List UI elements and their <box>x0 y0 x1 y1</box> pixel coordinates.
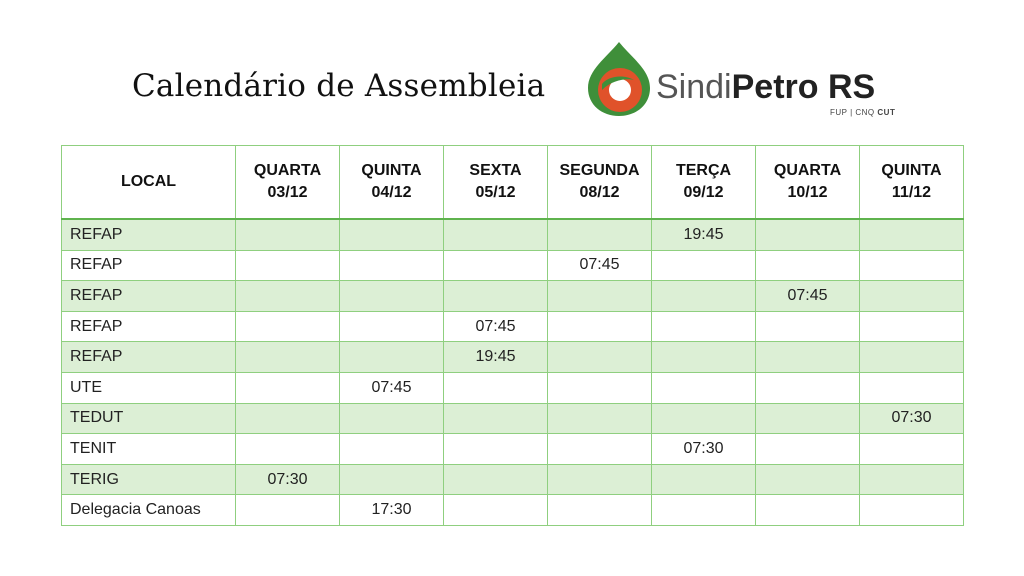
time-cell <box>652 250 756 281</box>
time-cell <box>548 434 652 465</box>
time-cell <box>340 311 444 342</box>
column-header-day: QUINTA 11/12 <box>860 146 964 220</box>
time-cell <box>236 311 340 342</box>
time-cell <box>860 434 964 465</box>
column-header-day: QUARTA 03/12 <box>236 146 340 220</box>
time-cell <box>652 403 756 434</box>
time-cell <box>860 219 964 250</box>
table-row <box>62 464 964 495</box>
table-row <box>62 311 964 342</box>
time-cell <box>444 403 548 434</box>
logo-wordmark: SindiPetro RS <box>656 68 876 106</box>
location-cell: TERIG <box>62 464 236 495</box>
time-cell <box>756 342 860 373</box>
time-cell <box>548 311 652 342</box>
drop-icon <box>584 40 654 120</box>
time-cell: 07:30 <box>236 464 340 495</box>
location-cell: Delegacia Canoas <box>62 495 236 526</box>
column-header-day: SEXTA 05/12 <box>444 146 548 220</box>
time-cell <box>548 464 652 495</box>
time-cell <box>444 495 548 526</box>
time-cell <box>652 372 756 403</box>
location-cell: UTE <box>62 372 236 403</box>
page-title: Calendário de Assembleia <box>132 68 546 104</box>
time-cell: 07:30 <box>652 434 756 465</box>
time-cell <box>756 434 860 465</box>
location-cell: REFAP <box>62 311 236 342</box>
table-row <box>62 250 964 281</box>
time-cell <box>548 342 652 373</box>
time-cell <box>756 403 860 434</box>
time-cell: 19:45 <box>444 342 548 373</box>
time-cell <box>548 495 652 526</box>
time-cell <box>756 311 860 342</box>
time-cell <box>236 434 340 465</box>
time-cell <box>652 311 756 342</box>
time-cell <box>444 372 548 403</box>
time-cell: 07:30 <box>860 403 964 434</box>
logo-affiliation: FUP | CNQ CUT <box>830 108 896 117</box>
table-row <box>62 219 964 250</box>
time-cell <box>340 250 444 281</box>
column-header-day: TERÇA 09/12 <box>652 146 756 220</box>
time-cell <box>860 372 964 403</box>
table-row <box>62 403 964 434</box>
time-cell <box>756 250 860 281</box>
time-cell <box>860 464 964 495</box>
column-header-day: QUARTA 10/12 <box>756 146 860 220</box>
location-cell: REFAP <box>62 342 236 373</box>
time-cell <box>756 372 860 403</box>
time-cell <box>860 342 964 373</box>
time-cell <box>548 219 652 250</box>
time-cell <box>548 372 652 403</box>
time-cell <box>444 464 548 495</box>
time-cell <box>444 281 548 312</box>
time-cell <box>756 495 860 526</box>
time-cell <box>652 495 756 526</box>
time-cell <box>444 434 548 465</box>
time-cell <box>756 219 860 250</box>
column-header-day: SEGUNDA 08/12 <box>548 146 652 220</box>
time-cell <box>236 281 340 312</box>
time-cell: 17:30 <box>340 495 444 526</box>
time-cell <box>236 403 340 434</box>
time-cell: 07:45 <box>444 311 548 342</box>
time-cell <box>340 219 444 250</box>
time-cell: 07:45 <box>756 281 860 312</box>
table-row <box>62 495 964 526</box>
column-header-day: QUINTA 04/12 <box>340 146 444 220</box>
time-cell <box>340 342 444 373</box>
table-row <box>62 372 964 403</box>
time-cell <box>860 495 964 526</box>
time-cell <box>548 403 652 434</box>
time-cell <box>340 434 444 465</box>
location-cell: TEDUT <box>62 403 236 434</box>
time-cell <box>652 281 756 312</box>
time-cell: 07:45 <box>340 372 444 403</box>
time-cell <box>340 464 444 495</box>
location-cell: REFAP <box>62 250 236 281</box>
time-cell <box>756 464 860 495</box>
location-cell: REFAP <box>62 219 236 250</box>
column-header-local: LOCAL <box>62 146 236 220</box>
time-cell: 19:45 <box>652 219 756 250</box>
time-cell <box>860 281 964 312</box>
time-cell <box>860 250 964 281</box>
assembly-schedule-table <box>61 145 964 526</box>
time-cell <box>340 281 444 312</box>
time-cell <box>236 219 340 250</box>
time-cell <box>236 250 340 281</box>
table-row <box>62 281 964 312</box>
location-cell: REFAP <box>62 281 236 312</box>
time-cell <box>652 464 756 495</box>
sindipetro-logo <box>584 40 904 120</box>
time-cell <box>860 311 964 342</box>
time-cell <box>236 372 340 403</box>
time-cell <box>340 403 444 434</box>
time-cell <box>548 281 652 312</box>
table-row <box>62 434 964 465</box>
table-row <box>62 342 964 373</box>
time-cell <box>236 495 340 526</box>
location-cell: TENIT <box>62 434 236 465</box>
table-header-row <box>62 146 964 220</box>
time-cell <box>444 219 548 250</box>
time-cell <box>444 250 548 281</box>
time-cell: 07:45 <box>548 250 652 281</box>
time-cell <box>652 342 756 373</box>
time-cell <box>236 342 340 373</box>
